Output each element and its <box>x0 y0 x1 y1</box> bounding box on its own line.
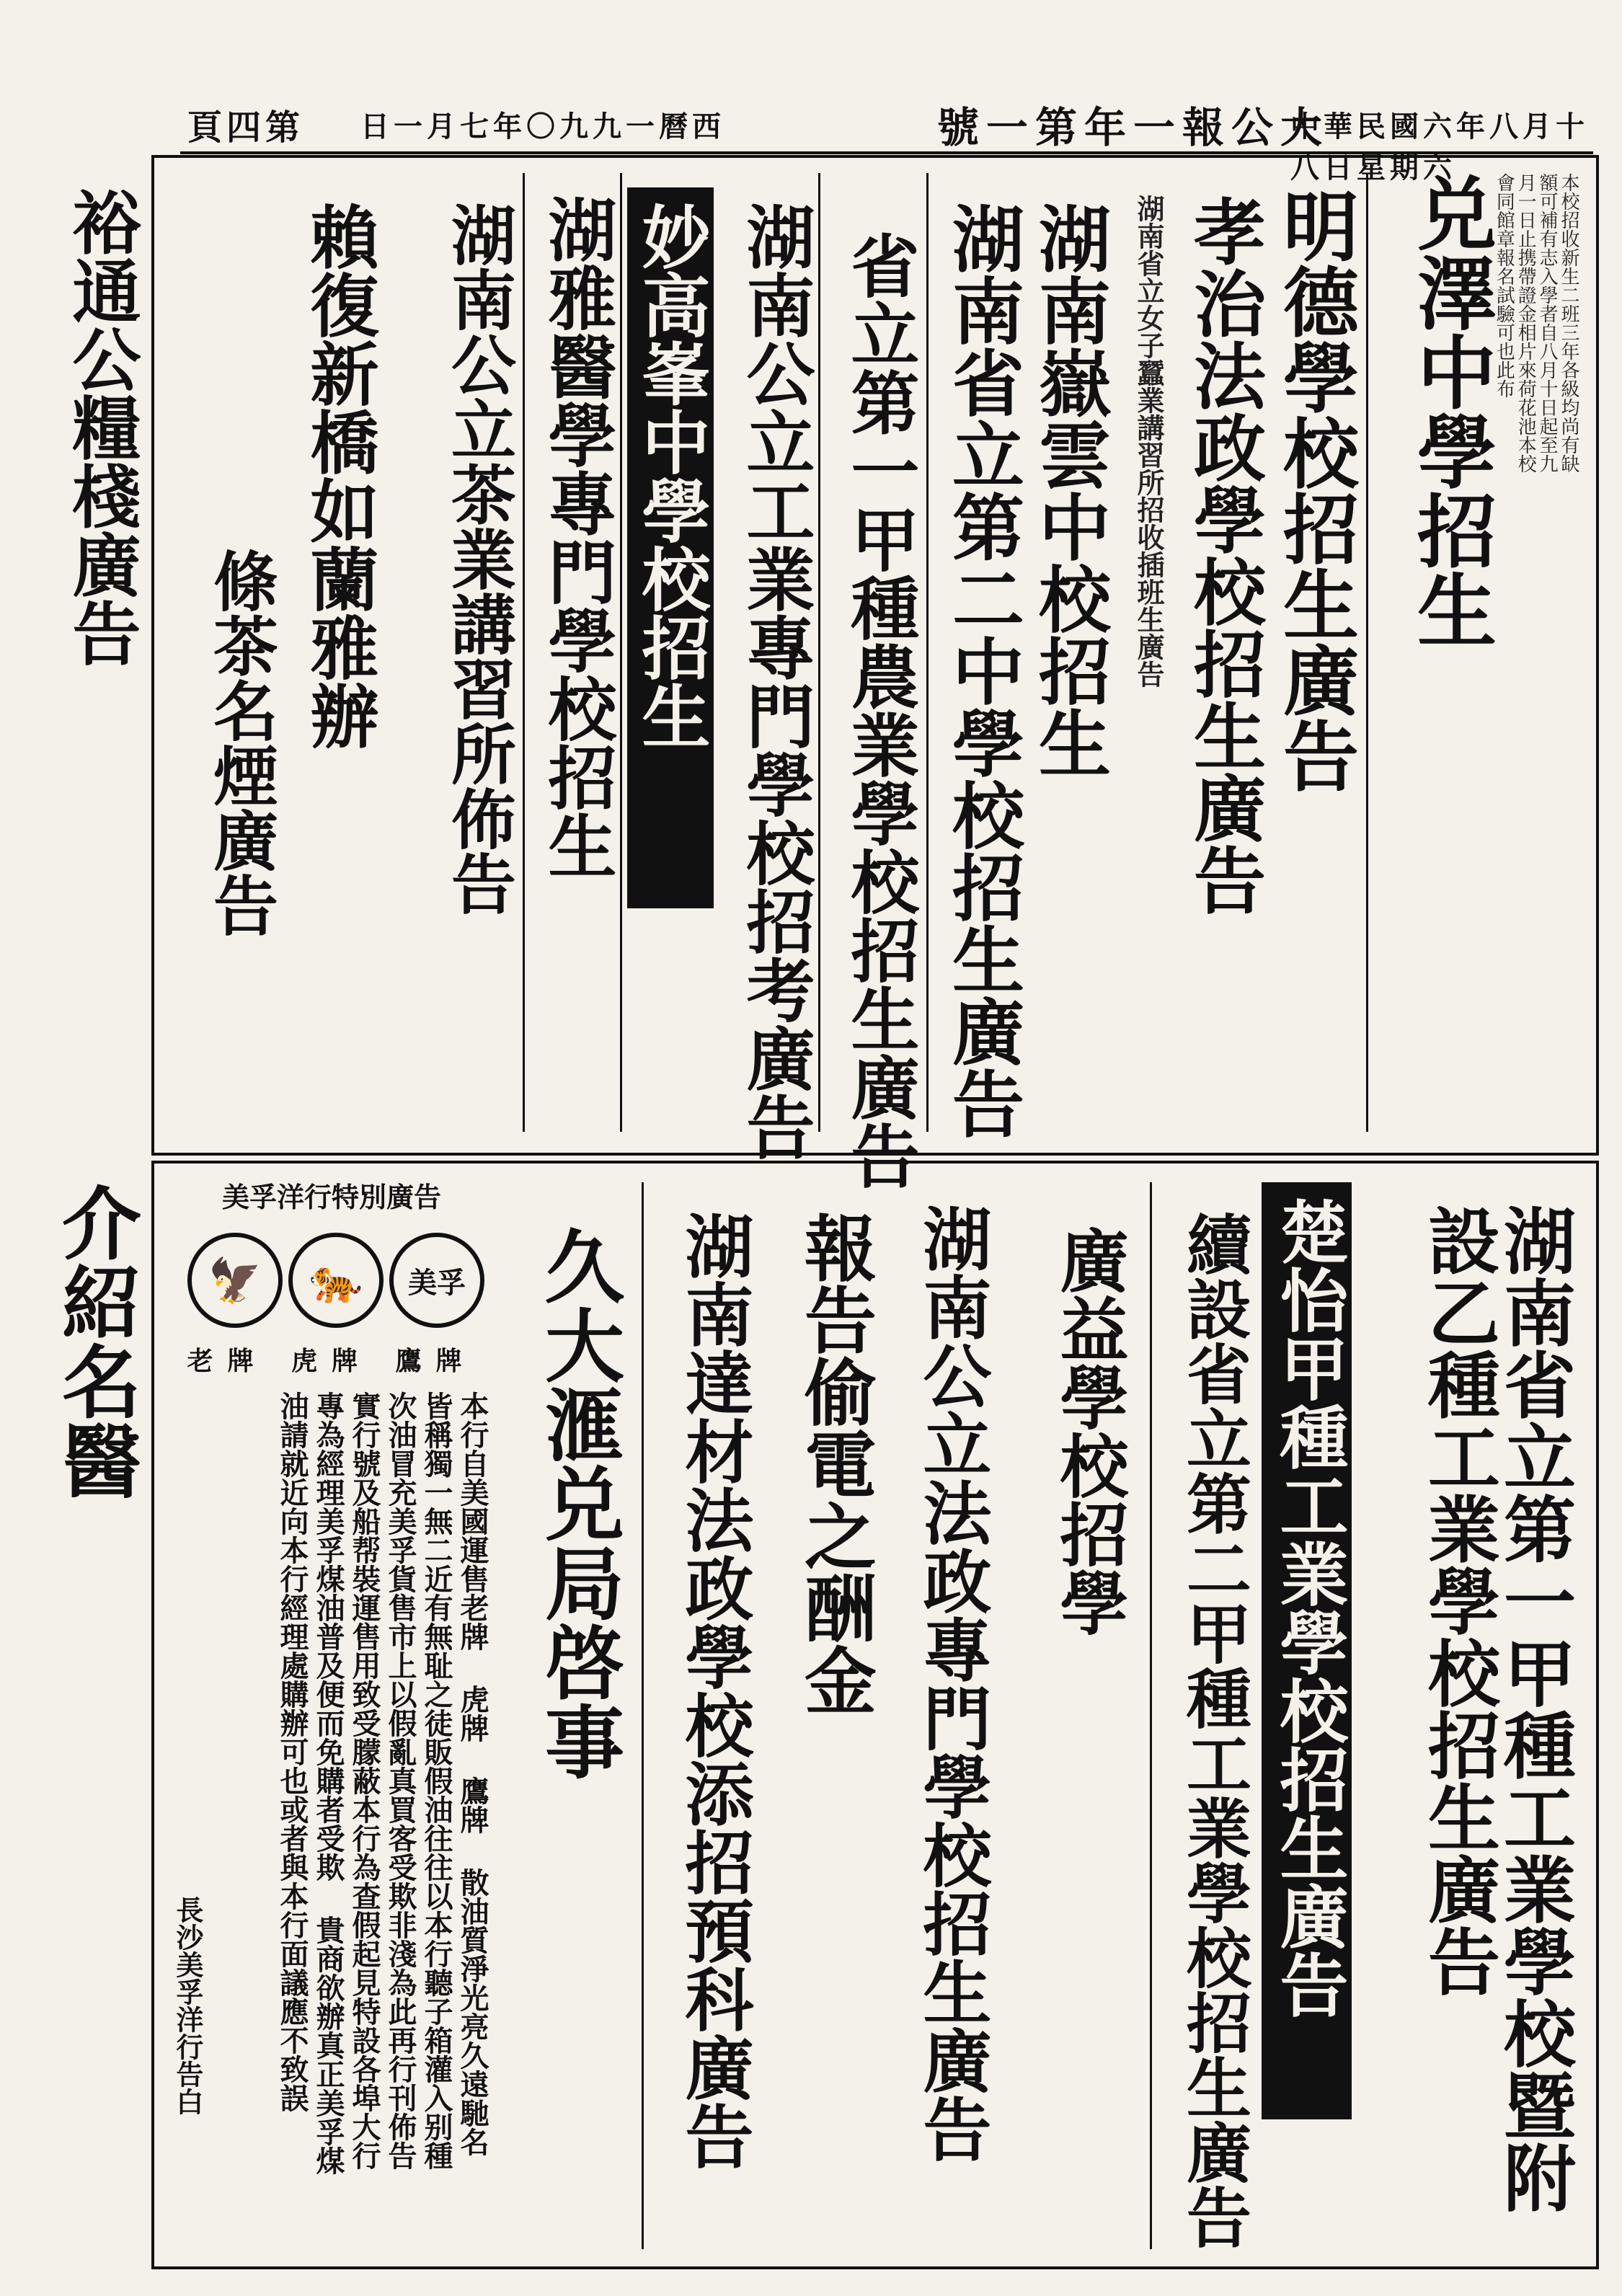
ad-nuzi-text: 湖南省立女子蠶業講習所招收插班生廣告 <box>1133 195 1165 688</box>
ad-chuyi-title: 楚怡甲種工業學校招生廣告 <box>1269 1197 1349 2018</box>
ad-yongzhi-title: 孝治法政學校招生廣告 <box>1182 195 1267 916</box>
ad-yaiyi-title: 湖雅醫學專門學校招生 <box>537 195 617 879</box>
ad-jiuda <box>505 1182 634 2249</box>
meifu-logos <box>187 1225 476 1334</box>
ad-jieshao-title: 介紹名醫 <box>49 1182 142 1499</box>
ad-yuelu-title: 湖南嶽雲中校招生 <box>1027 202 1112 779</box>
ad-chaye-title: 湖南公立茶業講習所佈告 <box>440 202 516 916</box>
meifu-logo-icon: 美孚 <box>389 1233 484 1328</box>
ad-agri <box>822 173 923 1189</box>
ad-chuyi <box>1262 1182 1352 2119</box>
newspaper-title: 號一第年一報公大 <box>937 103 1330 152</box>
ad-tiaoyan-title: 條茶名煙廣告 <box>202 548 278 937</box>
meifu-brands: 老牌 虎牌 鷹牌 <box>187 1346 477 1376</box>
ad-yaiyi <box>526 173 616 1132</box>
ad-laifu-title: 賴復新橋如蘭雅辦 <box>299 202 379 750</box>
western-date: 日一月七年〇九九一曆西 <box>360 110 725 143</box>
ad-dacai-title: 湖南達材法政學校添招預科廣告 <box>674 1211 754 2170</box>
eagle-logo-icon: 🦅 <box>187 1233 283 1328</box>
ad-gongye-title: 湖南公立工業專門學校招考廣告 <box>735 202 815 1161</box>
ad-dacai <box>649 1182 757 2249</box>
ad-yuelu <box>1024 173 1110 1132</box>
ad-miaogaofeng <box>627 187 714 908</box>
ad-chaye <box>404 173 519 1132</box>
ad-jieshao <box>43 1168 144 2249</box>
ad-yutong <box>43 173 144 1132</box>
page-number: 頁四第 <box>187 107 305 148</box>
ad-fazheng <box>887 1182 1002 2249</box>
ad-meifu <box>166 1175 497 2249</box>
issue-date: 中華民國六年八月十八日星期六 <box>1290 110 1589 185</box>
ad-second-mid-title: 湖南省立第二中學校招生廣告 <box>940 202 1025 1139</box>
ad-second-industry-title: 續設省立第二甲種工業學校招生廣告 <box>1175 1211 1251 2249</box>
masthead <box>180 87 1593 185</box>
ad-miaogaofeng-title: 妙高峯中學校招生 <box>631 202 711 750</box>
ad-baogao <box>764 1182 879 2249</box>
ad-fazheng-title: 湖南公立法政專門學校招生廣告 <box>912 1204 992 2163</box>
meifu-body: 本行自美國運售老牌 虎牌 鷹牌 散油質淨光亮久遠馳名皆稱獨一無二近有無耻之徒販假油往往以本行聽子箱灌入别種次油冒充美孚貨售市上以假亂真買客受欺非淺為此再行刊佈告 實行號及船帮裝運售用致受朦蔽本行為查假起見特設各埠大行專為經理美孚煤油普及便而免購者受欺 貴商欲辦真正美孚煤油請就近向本行經理處購辦可也或者與本行面議應不致誤 <box>275 1391 489 2175</box>
ad-guangyi-title: 廣益學校招學 <box>1049 1225 1129 1636</box>
ad-xiaoze-title: 兑澤中學招生 <box>1404 173 1497 649</box>
ad-jiuda-title: 久大滙兑局啓事 <box>532 1225 625 1781</box>
ad-yongzhi <box>1168 173 1269 1132</box>
meifu-sign: 長沙美孚洋行告白 <box>171 1896 204 2115</box>
ad-xiaoze-body: 本校招收新生二班三年各級均尚有缺額可補有志入學者自八月十日起至九月一日止携帶證金相片來荷花池本校會同館章報名試驗可也此布 <box>1493 173 1579 473</box>
ad-baogao-title: 報告偷電之酬金 <box>792 1211 877 1716</box>
ad-hunan-yi <box>1355 1182 1579 2249</box>
ad-xiaoze <box>1370 173 1579 663</box>
ad-mingde-title: 明德學校招生廣告 <box>1271 187 1360 793</box>
ad-guangyi <box>1009 1182 1146 2249</box>
ad-laifu <box>281 173 396 1132</box>
ad-mingde <box>1269 173 1362 1132</box>
ad-nuzi <box>1110 173 1168 688</box>
tiger-logo-icon: 🐅 <box>288 1233 384 1328</box>
meifu-banner: 美孚洋行特別廣告 <box>221 1181 441 1213</box>
ad-gongye <box>721 173 815 1161</box>
ad-tiaoyan <box>187 173 281 1132</box>
ad-second-industry <box>1153 1182 1254 2249</box>
ad-hunan-yi-title: 湖南省立第一甲種工業學校暨附設乙種工業學校招生廣告 <box>1416 1204 1577 2213</box>
ad-yutong-title: 裕通公糧棧廣告 <box>61 187 141 667</box>
ad-agri-title: 省立第一甲種農業學校招生廣告 <box>840 231 920 1189</box>
ad-second-mid <box>930 173 1025 1139</box>
